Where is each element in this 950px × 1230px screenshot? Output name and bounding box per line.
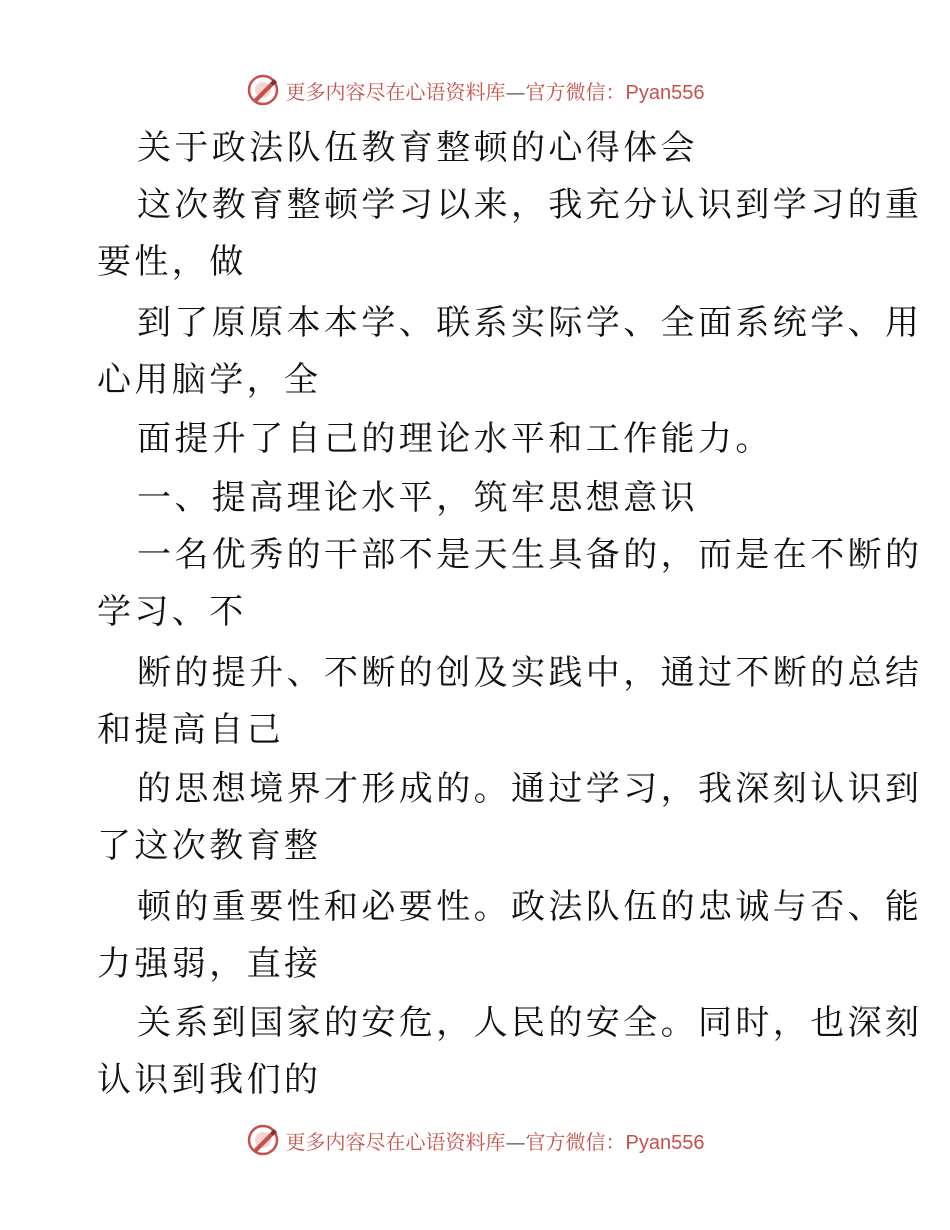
watermark-dash: — — [505, 1129, 526, 1154]
watermark-site: 更多内容尽在心语资料库 — [285, 1129, 506, 1154]
paragraph-line: 顿的重要性和必要性。政法队伍的忠诚与否、能 — [137, 887, 923, 927]
pen-logo-icon — [246, 73, 280, 107]
watermark-dash: — — [505, 79, 526, 104]
paragraph-line: 学习、不 — [97, 592, 247, 632]
header-watermark — [0, 70, 950, 110]
paragraph-line: 和提高自己 — [97, 710, 284, 750]
paragraph-line: 认识到我们的 — [97, 1060, 322, 1100]
watermark-text — [286, 1126, 705, 1155]
paragraph-line: 断的提升、不断的创及实践中，通过不断的总结 — [137, 653, 923, 693]
watermark-handle: Pyan556 — [625, 1131, 705, 1154]
paragraph-line: 一名优秀的干部不是天生具备的，而是在不断的 — [137, 535, 923, 575]
watermark-handle: Pyan556 — [625, 81, 705, 104]
footer-watermark — [0, 1120, 950, 1160]
paragraph-line: 要性，做 — [97, 242, 247, 282]
watermark-label: 官方微信： — [525, 79, 626, 104]
pen-logo-icon — [246, 1123, 280, 1157]
paragraph-line: 面提升了自己的理论水平和工作能力。 — [137, 419, 773, 459]
section-heading: 一、提高理论水平，筑牢思想意识 — [137, 478, 698, 518]
paragraph-line: 力强弱，直接 — [97, 944, 322, 984]
paragraph-line: 这次教育整顿学习以来，我充分认识到学习的重 — [137, 185, 923, 225]
paragraph-line: 的思想境界才形成的。通过学习，我深刻认识到 — [137, 769, 923, 809]
paragraph-line: 关系到国家的安危，人民的安全。同时，也深刻 — [137, 1003, 923, 1043]
paragraph-line: 了这次教育整 — [97, 826, 322, 866]
watermark-label: 官方微信： — [525, 1129, 626, 1154]
watermark-text — [286, 76, 705, 105]
paragraph-line: 心用脑学，全 — [97, 360, 322, 400]
watermark-site: 更多内容尽在心语资料库 — [285, 79, 506, 104]
paragraph-line: 到了原原本本学、联系实际学、全面系统学、用 — [137, 303, 923, 343]
document-title: 关于政法队伍教育整顿的心得体会 — [137, 128, 698, 168]
